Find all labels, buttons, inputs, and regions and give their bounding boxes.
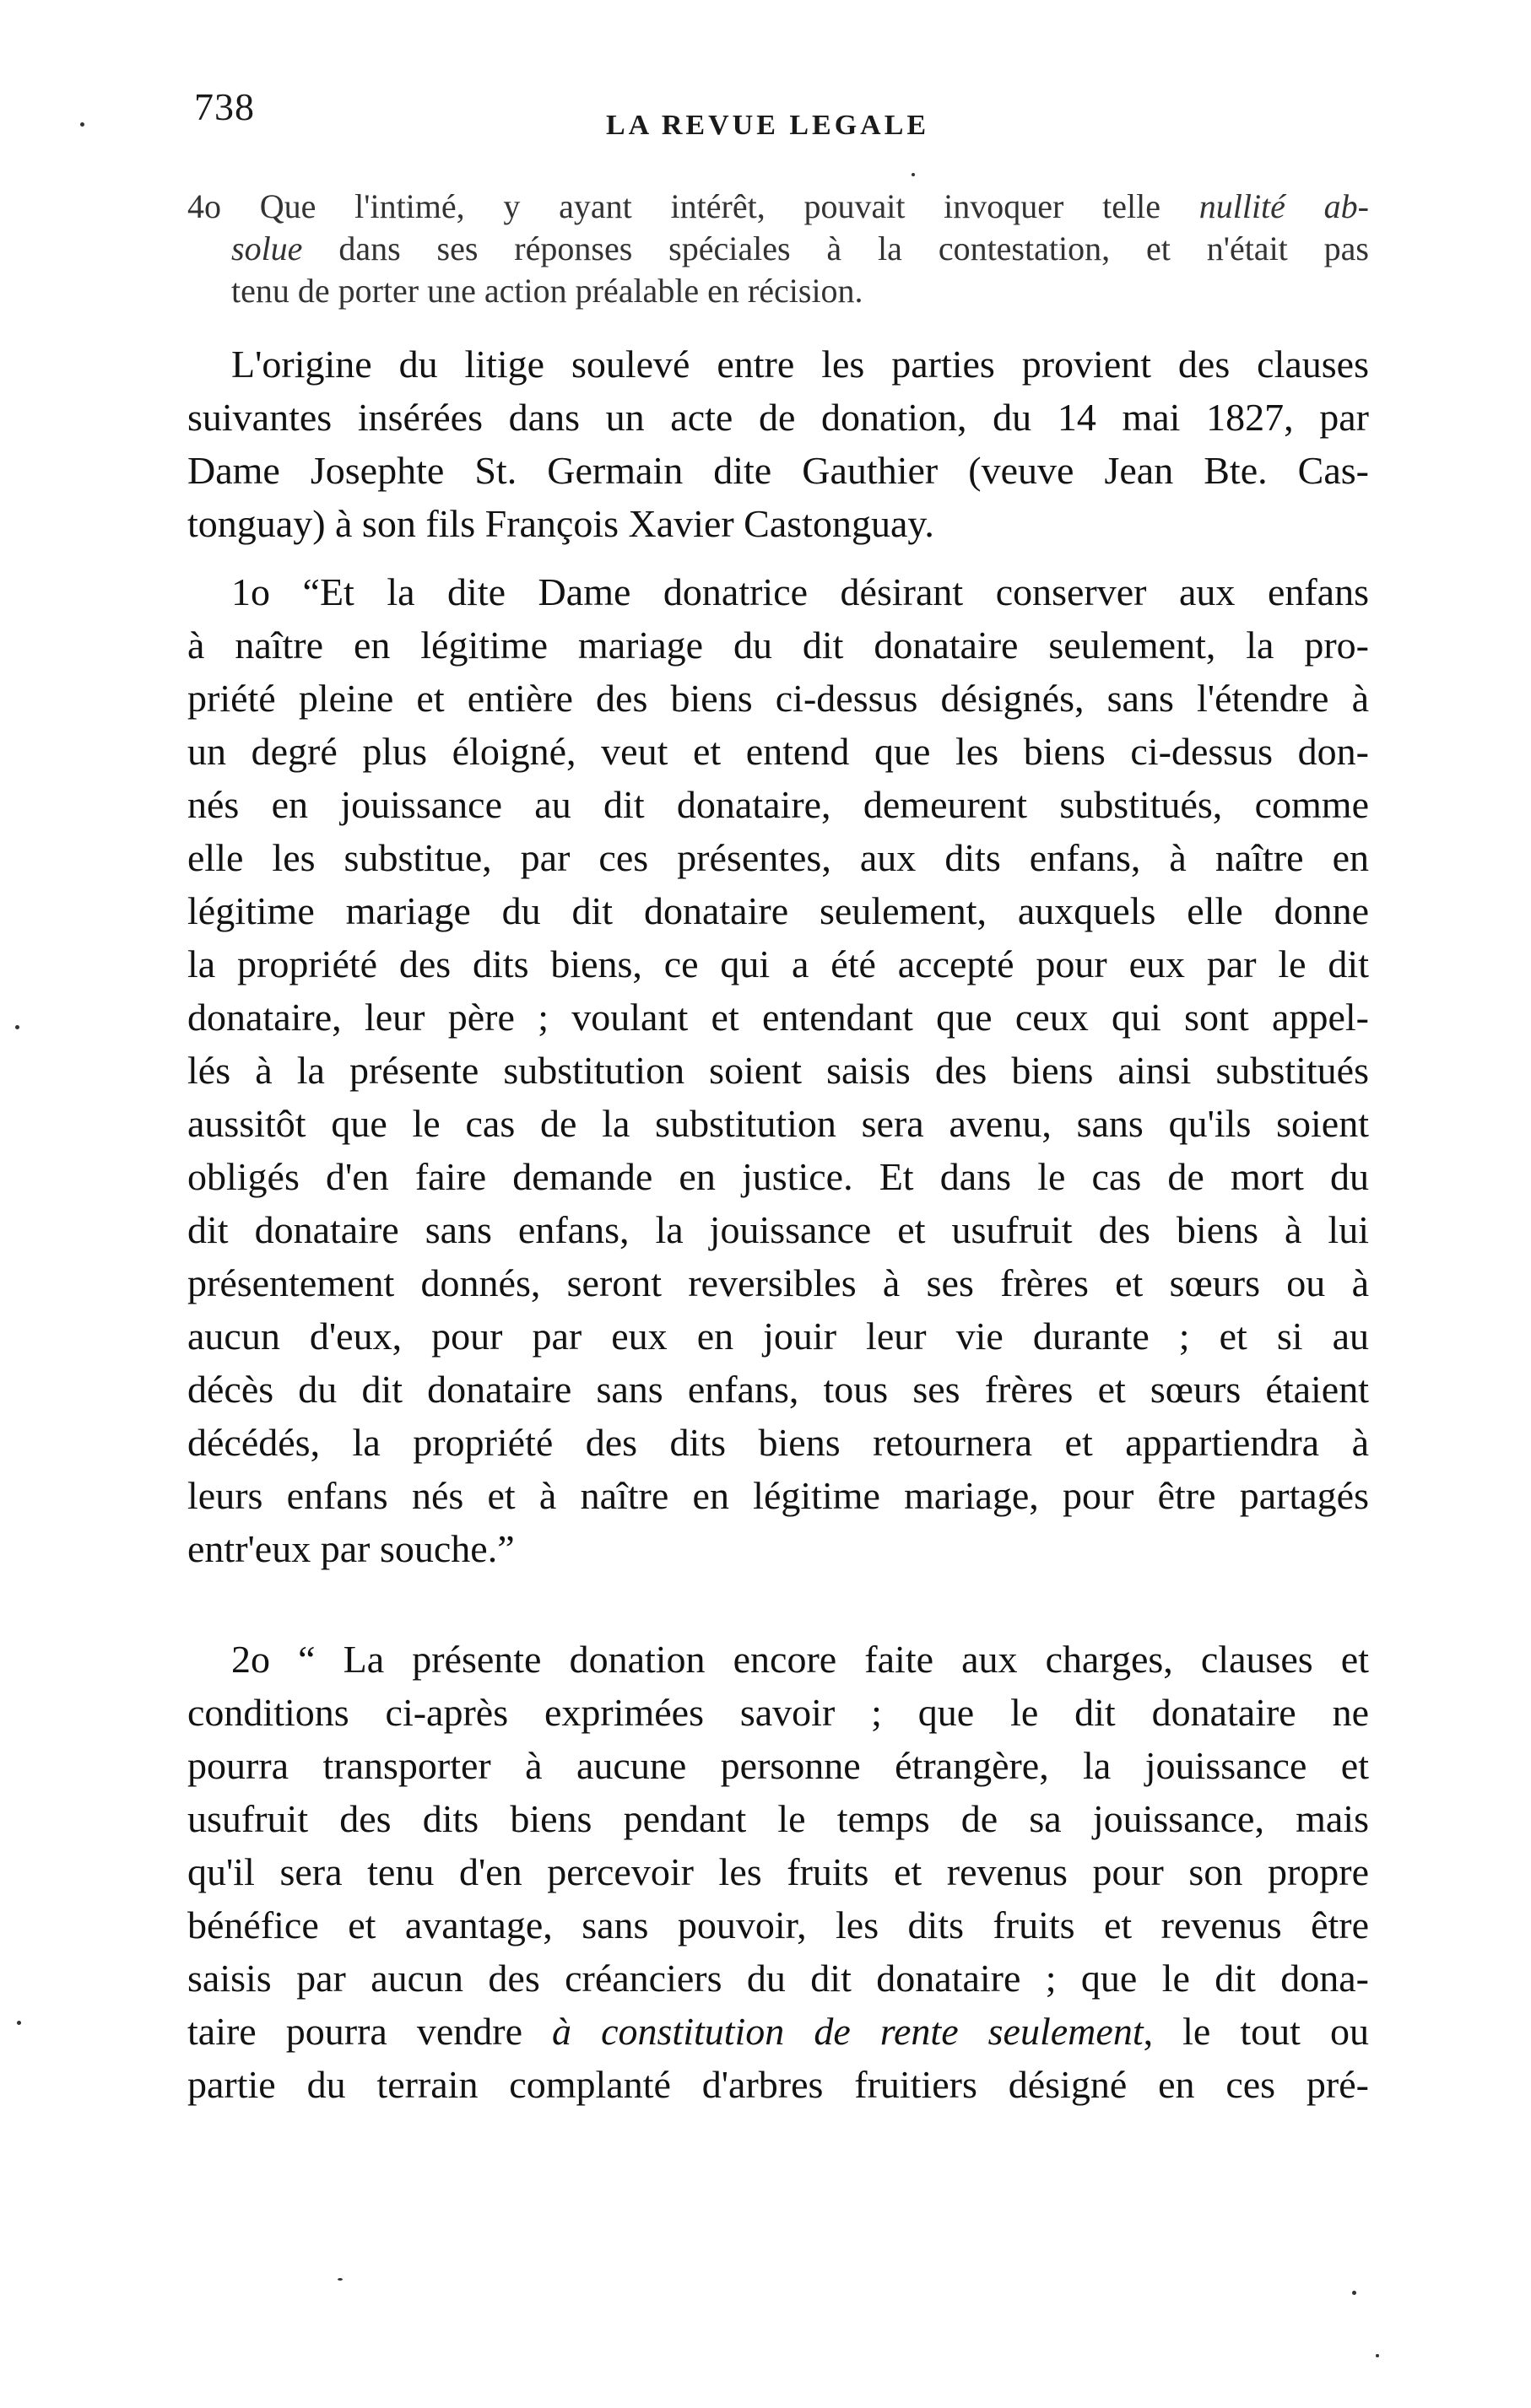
clause-1-line: aussitôt que le cas de la substitution sera avenu, sans qu'ils soient [187, 1102, 1369, 1145]
page-number: 738 [194, 85, 255, 128]
clause-2-line: 2o “ La présente donation encore faite aux charges, clauses et [231, 1638, 1369, 1681]
clause-1-line: à naître en légitime mariage du dit donataire seulement, la pro- [187, 624, 1369, 667]
clause-2-line: qu'il sera tenu d'en percevoir les fruits et revenus pour son propre [187, 1850, 1369, 1893]
item-4-line-1: 4o Que l'intimé, y ayant intérêt, pouvait invoquer telle nullité ab- [187, 187, 1369, 225]
clause-1-line: nés en jouissance au dit donataire, demeurent substitués, comme [187, 783, 1369, 826]
print-speck [1376, 2354, 1379, 2357]
clause-1-line: priété pleine et entière des biens ci-dessus désignés, sans l'étendre à [187, 677, 1369, 720]
clause-2-line: usufruit des dits biens pendant le temps de sa jouissance, mais [187, 1797, 1369, 1840]
clause-2-line: partie du terrain complanté d'arbres fruitiers désigné en ces pré- [187, 2063, 1369, 2106]
print-speck [80, 122, 84, 127]
clause-1-line: donataire, leur père ; voulant et entendant que ceux qui sont appel- [187, 996, 1369, 1039]
clause-1-line: elle les substitue, par ces présentes, aux dits enfans, à naître en [187, 836, 1369, 879]
running-title: LA REVUE LEGALE [606, 110, 930, 141]
clause-1-line: aucun d'eux, pour par eux en jouir leur vie durante ; et si au [187, 1315, 1369, 1358]
intro-line-1: L'origine du litige soulevé entre les parties provient des clauses [231, 343, 1369, 386]
clause-2-line: saisis par aucun des créanciers du dit donataire ; que le dit dona- [187, 1957, 1369, 2000]
clause-1-line: dit donataire sans enfans, la jouissance et usufruit des biens à lui [187, 1208, 1369, 1251]
print-speck [1352, 2291, 1356, 2295]
clause-2-line: pourra transporter à aucune personne étrangère, la jouissance et [187, 1744, 1369, 1787]
item-4-line-2: solue dans ses réponses spéciales à la contestation, et n'était pas [231, 229, 1369, 267]
item-4-paragraph [187, 186, 1369, 312]
clause-1-line: légitime mariage du dit donataire seulement, auxquels elle donne [187, 889, 1369, 932]
clause-2-line: conditions ci-après exprimées savoir ; que le dit donataire ne [187, 1691, 1369, 1734]
clause-2-line: taire pourra vendre à constitution de rente seulement, le tout ou [187, 2010, 1369, 2053]
intro-paragraph [187, 337, 1369, 550]
intro-line-2: suivantes insérées dans un acte de donation, du 14 mai 1827, par [187, 396, 1369, 439]
clause-1-line: entr'eux par souche.” [187, 1527, 515, 1570]
print-speck [17, 2021, 21, 2025]
clause-1-line: lés à la présente substitution soient saisis des biens ainsi substitués [187, 1049, 1369, 1092]
clause-1-paragraph [187, 565, 1369, 1575]
clause-1-line: la propriété des dits biens, ce qui a été accepté pour eux par le dit [187, 942, 1369, 985]
print-speck [912, 173, 915, 176]
item-4-line-3: tenu de porter une action préalable en récision. [231, 272, 863, 310]
clause-1-line: 1o “Et la dite Dame donatrice désirant conserver aux enfans [231, 570, 1369, 613]
clause-1-line: leurs enfans nés et à naître en légitime mariage, pour être partagés [187, 1474, 1369, 1517]
clause-1-line: obligés d'en faire demande en justice. Et dans le cas de mort du [187, 1155, 1369, 1198]
intro-line-4: tonguay) à son fils François Xavier Castonguay. [187, 502, 934, 545]
clause-1-line: décès du dit donataire sans enfans, tous ses frères et sœurs étaient [187, 1368, 1369, 1411]
print-speck [338, 2278, 343, 2281]
clause-2-line: bénéfice et avantage, sans pouvoir, les dits fruits et revenus être [187, 1903, 1369, 1946]
clause-1-line: présentement donnés, seront reversibles à ses frères et sœurs ou à [187, 1261, 1369, 1304]
print-speck [15, 1025, 19, 1029]
intro-line-3: Dame Josephte St. Germain dite Gauthier (veuve Jean Bte. Cas- [187, 449, 1369, 492]
clause-2-paragraph [187, 1633, 1369, 2111]
clause-1-line: un degré plus éloigné, veut et entend que les biens ci-dessus don- [187, 730, 1369, 773]
clause-1-line: décédés, la propriété des dits biens retournera et appartiendra à [187, 1421, 1369, 1464]
